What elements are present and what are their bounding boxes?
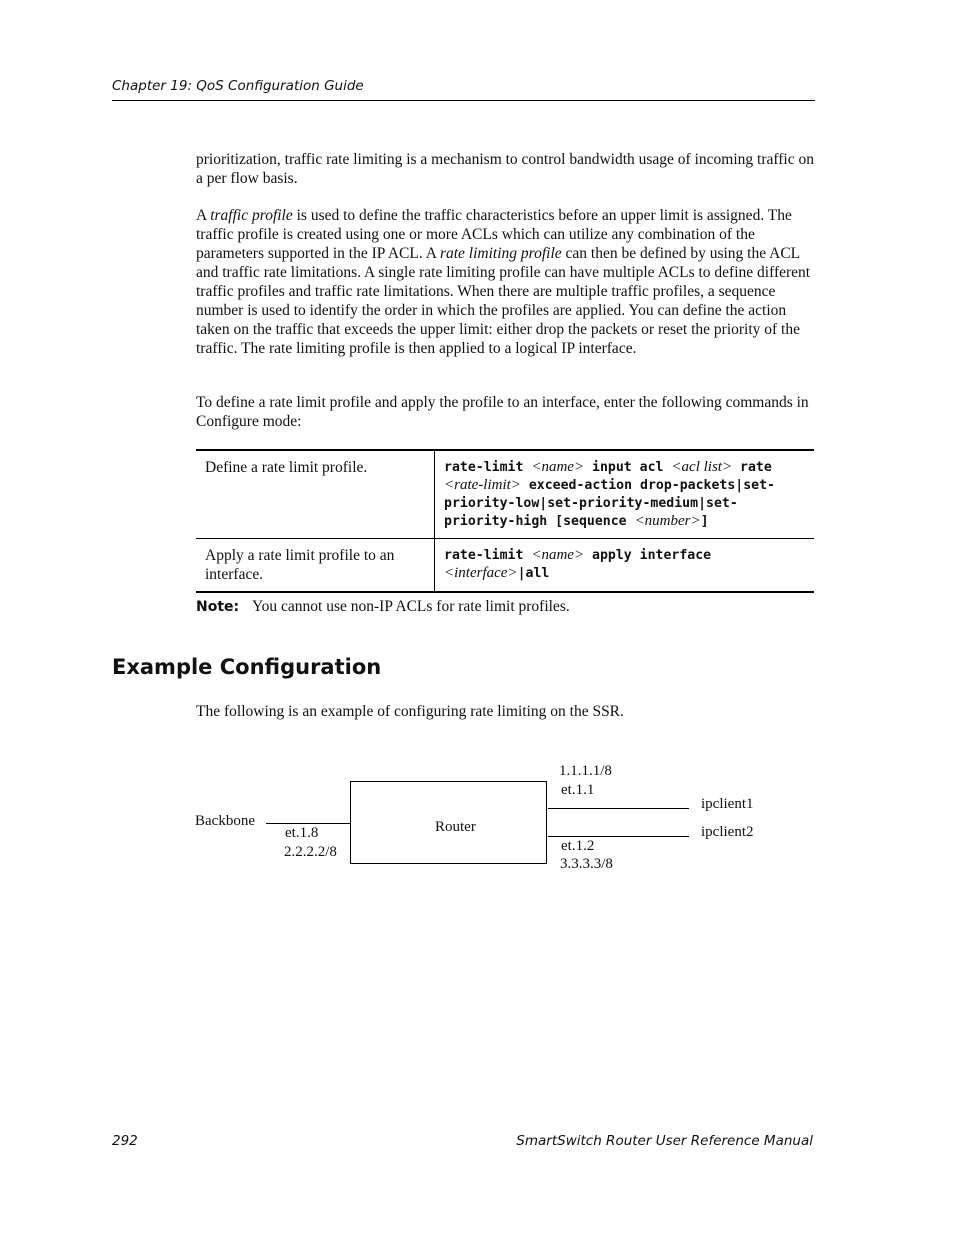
row-command (435, 450, 815, 539)
manual-title: SmartSwitch Router User Reference Manual (516, 1133, 813, 1149)
note-label: Note: (196, 599, 240, 615)
note-text: You cannot use non-IP ACLs for rate limit profiles. (252, 598, 570, 615)
paragraph-traffic-profile (196, 206, 816, 358)
keyword: rate-limit (444, 548, 532, 563)
chapter-title: Chapter 19: QoS Configuration Guide (112, 78, 364, 94)
keyword: rate-limit (444, 460, 532, 475)
row-command (435, 539, 815, 593)
table-row (196, 539, 814, 593)
keyword: rate (732, 460, 772, 475)
router-label: Router (435, 819, 476, 835)
ipclient1-link (548, 808, 689, 809)
term-traffic-profile: traffic profile (210, 207, 293, 224)
keyword: apply interface (584, 548, 712, 563)
ip-2222-label: 2.2.2.2/8 (284, 844, 337, 860)
command-table (196, 449, 814, 593)
page-number: 292 (112, 1133, 138, 1149)
argument: <acl list> (671, 459, 733, 475)
keyword: input acl (584, 460, 672, 475)
row-description: Define a rate limit profile. (196, 450, 435, 539)
note (196, 598, 570, 616)
ip-3333-label: 3.3.3.3/8 (560, 856, 613, 872)
ipclient1-label: ipclient1 (701, 796, 754, 812)
text-run: A (196, 207, 211, 224)
argument: <interface> (444, 565, 518, 581)
argument: <name> (531, 547, 585, 563)
text-run: is used to define the traffic characteristics before an upper limit is assigned. The traffic profile is created using one or more ACLs which can utilize any combination of the parameters supported in the IP ACL. A (196, 207, 792, 262)
port-et18-label: et.1.8 (285, 825, 319, 841)
ipclient2-label: ipclient2 (701, 824, 754, 840)
keyword: |all (517, 566, 550, 581)
section-intro: The following is an example of configuring rate limiting on the SSR. (196, 703, 624, 720)
backbone-label: Backbone (195, 813, 255, 829)
keyword: ] (700, 514, 709, 529)
section-heading: Example Configuration (112, 655, 382, 679)
paragraph-intro: prioritization, traffic rate limiting is a mechanism to control bandwidth usage of incoming traffic on a per flow basis. (196, 151, 814, 187)
argument: <rate-limit> (444, 477, 521, 493)
ip-1111-label: 1.1.1.1/8 (559, 763, 612, 779)
row-description: Apply a rate limit profile to an interface. (196, 539, 435, 593)
argument: <name> (531, 459, 585, 475)
term-rate-limiting-profile: rate limiting profile (439, 245, 562, 262)
text-run: can then be defined by using the ACL and traffic rate limitations. A single rate limiting profile can have multiple ACLs to define different traffic profiles and traffic rate limitations. When there are multiple traffic profiles, a sequence number is used to identify the order in which the profiles are applied. You can define the action taken on the traffic that exceeds the upper limit: either drop the packets or reset the priority of the traffic. The rate limiting profile is then applied to a logical IP interface. (196, 245, 811, 357)
port-et12-label: et.1.2 (561, 838, 595, 854)
port-et11-label: et.1.1 (561, 782, 595, 798)
page-header (112, 78, 815, 101)
argument: <number> (634, 513, 701, 529)
paragraph-commands-intro: To define a rate limit profile and apply the profile to an interface, enter the following commands in Configure mode: (196, 394, 809, 430)
table-row (196, 450, 814, 539)
keyword: exceed-action drop-packets|set-priority-low|set-priority-medium|set-priority-high [sequence (444, 478, 775, 529)
